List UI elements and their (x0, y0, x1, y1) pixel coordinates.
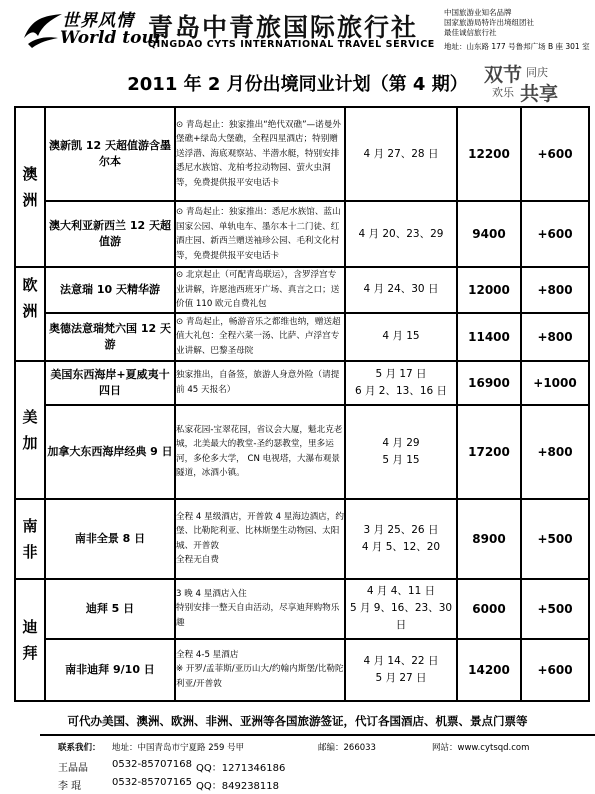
header-info-line: 国家旅游局特许出境组团社 (444, 18, 534, 27)
route-description: ⊙ 北京起止（可配青岛联运），含罗浮宫专业讲解，许愿池西班牙广场、真言之口；送价值 110 欧元自费礼包 (175, 267, 345, 313)
extra-fee: +800 (521, 267, 589, 313)
route-description (175, 499, 345, 579)
date-line: 5 月 9、16、23、30 日 (349, 602, 453, 631)
logo-en: World tour (60, 28, 163, 48)
date-line: 6 月 2、13、16 日 (354, 384, 448, 397)
departure-dates: 4 月 20、23、29 (345, 201, 457, 267)
price: 6000 (457, 579, 521, 639)
desc-line: 全程无自费 (176, 555, 219, 565)
route-name: 南非全景 8 日 (45, 499, 175, 579)
departure-dates (345, 639, 457, 701)
price: 11400 (457, 313, 521, 361)
festival-text: 欢乐 (492, 86, 514, 99)
date-line: 4 月 29 (382, 436, 420, 449)
route-description: ⊙ 青岛起止：独家推出“绝代双礁”—诺曼外堡礁+绿岛大堡礁，全程四星酒店；特别赠送浮潜、海底观察站、半潜水艇，特别安排悉尼水族馆、龙柏考拉动物园、萤火虫洞等，免费提供报平安电话卡 (175, 107, 345, 201)
date-line: 4 月 4、11 日 (366, 585, 436, 597)
table-row (15, 499, 589, 579)
header (0, 0, 595, 62)
extra-fee: +500 (521, 499, 589, 579)
region-cell-europe: 欧洲 (15, 267, 45, 361)
contact-person-qq: QQ：1271346186 (196, 763, 286, 774)
contact-person-phone: 0532-85707168 (112, 759, 192, 770)
page-title: 2011 年 2 月份出境同业计划（第 4 期） (127, 74, 468, 95)
route-description (175, 639, 345, 701)
tour-plan-table (14, 106, 590, 702)
contact-person-qq: QQ：849238118 (196, 781, 280, 792)
price: 9400 (457, 201, 521, 267)
date-line: 5 月 27 日 (375, 671, 427, 684)
price: 14200 (457, 639, 521, 701)
route-name: 奥德法意瑞梵六国 12 天游 (45, 313, 175, 361)
extra-fee: +600 (521, 107, 589, 201)
departure-dates: 4 月 27、28 日 (345, 107, 457, 201)
table-row (15, 201, 589, 267)
desc-line: ※ 开罗/孟菲斯/亚历山大/约翰内斯堡/比勒陀利亚/开普敦 (176, 664, 344, 689)
region-cell-dubai: 迪拜 (15, 579, 45, 701)
route-name: 美国东西海岸+夏威夷十四日 (45, 361, 175, 405)
route-name: 澳新凯 12 天超值游含墨尔本 (45, 107, 175, 201)
services-note: 可代办美国、澳洲、欧洲、非洲、亚洲等各国旅游签证，代订各国酒店、机票、景点门票等 (67, 714, 528, 728)
table-row (15, 405, 589, 499)
departure-dates (345, 579, 457, 639)
price: 12000 (457, 267, 521, 313)
departure-dates: 4 月 24、30 日 (345, 267, 457, 313)
logo-cn: 世界风情 (62, 11, 134, 31)
route-name: 迪拜 5 日 (45, 579, 175, 639)
departure-dates (345, 499, 457, 579)
extra-fee: +500 (521, 579, 589, 639)
date-line: 3 月 25、26 日 (363, 523, 439, 536)
contact-person-name: 王晶晶 (58, 763, 88, 774)
route-description: ⊙ 青岛起止：独家推出：悉尼水族馆、蓝山国家公园、单轨电车、墨尔本十二门徒、红酒庄园、新西兰赠送袖珍公园、毛利文化村等，免费提供报平安电话卡 (175, 201, 345, 267)
festival-text: 双节 (484, 64, 523, 86)
festival-text: 同庆 (526, 66, 548, 79)
festival-text: 共享 (520, 83, 559, 105)
desc-line: 全程 4 星级酒店，开普敦 4 星海边酒店，约堡、比勒陀利亚、比林斯堡生动物园、太阳城、开普敦 (176, 511, 344, 551)
region-cell-south-africa: 南非 (15, 499, 45, 579)
table-row (15, 579, 589, 639)
price: 12200 (457, 107, 521, 201)
contact-label: 联系我们： (58, 743, 101, 753)
route-name: 法意瑞 10 天精华游 (45, 267, 175, 313)
table-row (15, 639, 589, 701)
extra-fee: +600 (521, 639, 589, 701)
route-description: 独家推出，自备签，旅游人身意外险（请提前 45 天报名） (175, 361, 345, 405)
region-cell-america: 美加 (15, 361, 45, 499)
table-row (15, 107, 589, 201)
desc-line: 特别安排一整天自由活动，尽享迪拜购物乐趣 (176, 603, 340, 628)
departure-dates (345, 405, 457, 499)
extra-fee: +800 (521, 313, 589, 361)
route-description: ⊙ 青岛起止，畅游音乐之都维也纳，赠送超值大礼包：全程六菜一汤、比萨、卢浮宫专业讲解、巴黎圣母院 (175, 313, 345, 361)
bird-logo-icon (22, 8, 64, 50)
header-info-line: 中国旅游业知名品牌 (444, 8, 512, 17)
extra-fee: +800 (521, 405, 589, 499)
contact-website: 网站：www.cytsqd.com (432, 743, 530, 753)
route-name: 加拿大东西海岸经典 9 日 (45, 405, 175, 499)
route-name: 南非迪拜 9/10 日 (45, 639, 175, 701)
divider (40, 734, 595, 736)
table-row (15, 361, 589, 405)
price: 16900 (457, 361, 521, 405)
route-description (175, 579, 345, 639)
company-name-en: QINGDAO CYTS INTERNATIONAL TRAVEL SERVICE (148, 39, 435, 50)
header-address: 地址：山东路 177 号鲁邦广场 B 座 301 室 (444, 42, 590, 51)
region-cell-australia: 澳洲 (15, 107, 45, 267)
table-row (15, 267, 589, 313)
date-line: 4 月 14、22 日 (363, 654, 439, 667)
route-name: 澳大利亚新西兰 12 天超值游 (45, 201, 175, 267)
desc-line: 全程 4-5 星酒店 (176, 649, 239, 660)
contact-person-name: 李 琨 (58, 781, 82, 792)
contact-person-phone: 0532-85707165 (112, 777, 192, 788)
date-line: 5 月 17 日 (375, 367, 427, 380)
table-row (15, 313, 589, 361)
festival-emblem (456, 60, 595, 110)
price: 17200 (457, 405, 521, 499)
header-info-line: 最佳诚信旅行社 (444, 28, 497, 37)
company-name-cn: 青岛中青旅国际旅行社 (148, 13, 419, 42)
extra-fee: +600 (521, 201, 589, 267)
departure-dates (345, 361, 457, 405)
departure-dates: 4 月 15 (345, 313, 457, 361)
route-description: 私家花园-宝翠花园，省议会大厦，魁北克老城，北美最大的教堂-圣约瑟教堂，里多运河，多伦多大学， CN 电视塔，大瀑布观景隧道，冰酒小镇。 (175, 405, 345, 499)
date-line: 5 月 15 (382, 453, 420, 466)
desc-line: 3 晚 4 星酒店入住 (176, 588, 247, 599)
extra-fee: +1000 (521, 361, 589, 405)
contact-postcode: 邮编：266033 (318, 743, 376, 753)
price: 8900 (457, 499, 521, 579)
contact-address: 地址：中国青岛市宁夏路 259 号甲 (112, 743, 245, 753)
date-line: 4 月 5、12、20 (361, 540, 441, 553)
